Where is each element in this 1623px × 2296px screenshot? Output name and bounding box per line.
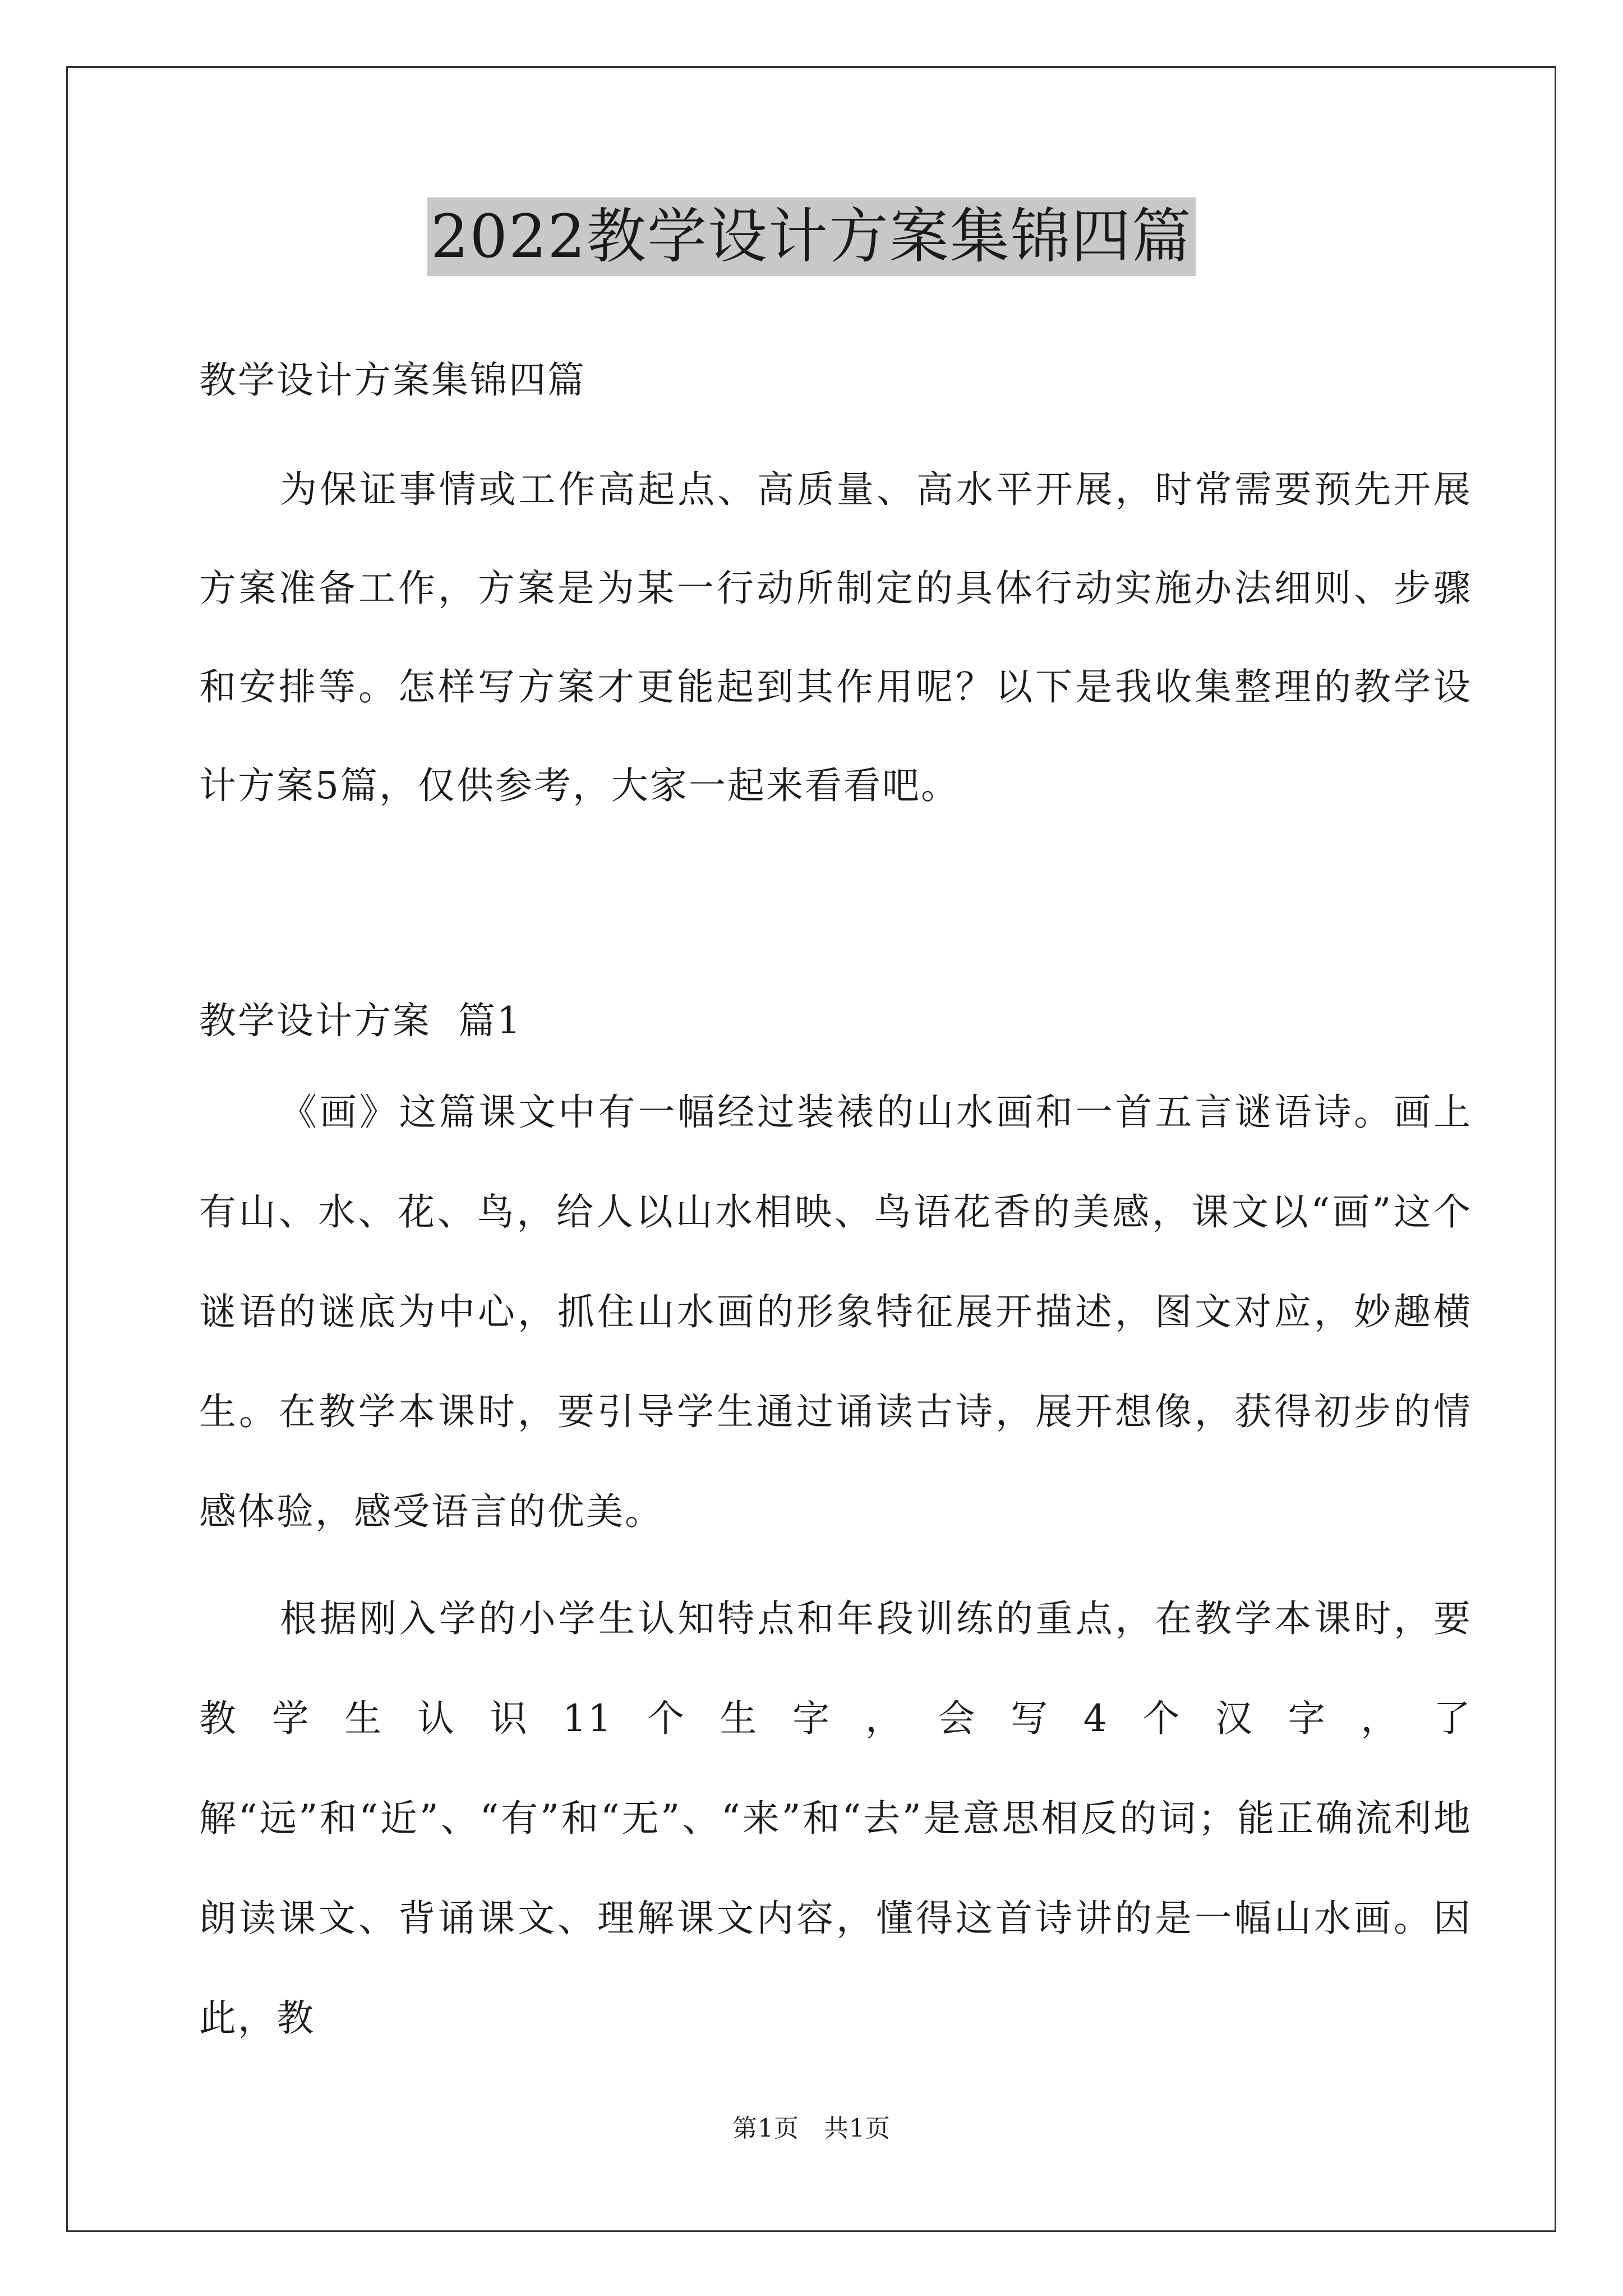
page-footer — [0, 2108, 1623, 2144]
document-title — [0, 197, 1623, 276]
document-title-text: 2022教学设计方案集锦四篇 — [427, 197, 1196, 276]
section-paragraph: 根据刚入学的小学生认知特点和年段训练的重点，在教学本课时，要教学生认识11个生字，会写4个汉字，了解“远”和“近”、“有”和“无”、“来”和“去”是意思相反的词；能正确流利地朗读课文、背诵课文、理解课文内容，懂得这首诗讲的是一幅山水画。因此，教 — [199, 1597, 1472, 2040]
page-total: 共1页 — [824, 2114, 891, 2143]
page-number: 第1页 — [732, 2114, 799, 2143]
section-heading: 教学设计方案 篇1 — [199, 999, 522, 1042]
intro-paragraph: 为保证事情或工作高起点、高质量、高水平开展，时常需要预先开展方案准备工作，方案是为某一行动所制定的具体行动实施办法细则、步骤和安排等。怎样写方案才更能起到其作用呢？以下是我收集整理的教学设计方案5篇，仅供参考，大家一起来看看吧。 — [199, 468, 1472, 807]
document-subtitle: 教学设计方案集锦四篇 — [199, 358, 586, 402]
section-paragraph: 《画》这篇课文中有一幅经过装裱的山水画和一首五言谜语诗。画上有山、水、花、鸟，给人以山水相映、鸟语花香的美感，课文以“画”这个谜语的谜底为中心，抓住山水画的形象特征展开描述，图文对应，妙趣横生。在教学本课时，要引导学生通过诵读古诗，展开想像，获得初步的情感体验，感受语言的优美。 — [199, 1091, 1472, 1533]
